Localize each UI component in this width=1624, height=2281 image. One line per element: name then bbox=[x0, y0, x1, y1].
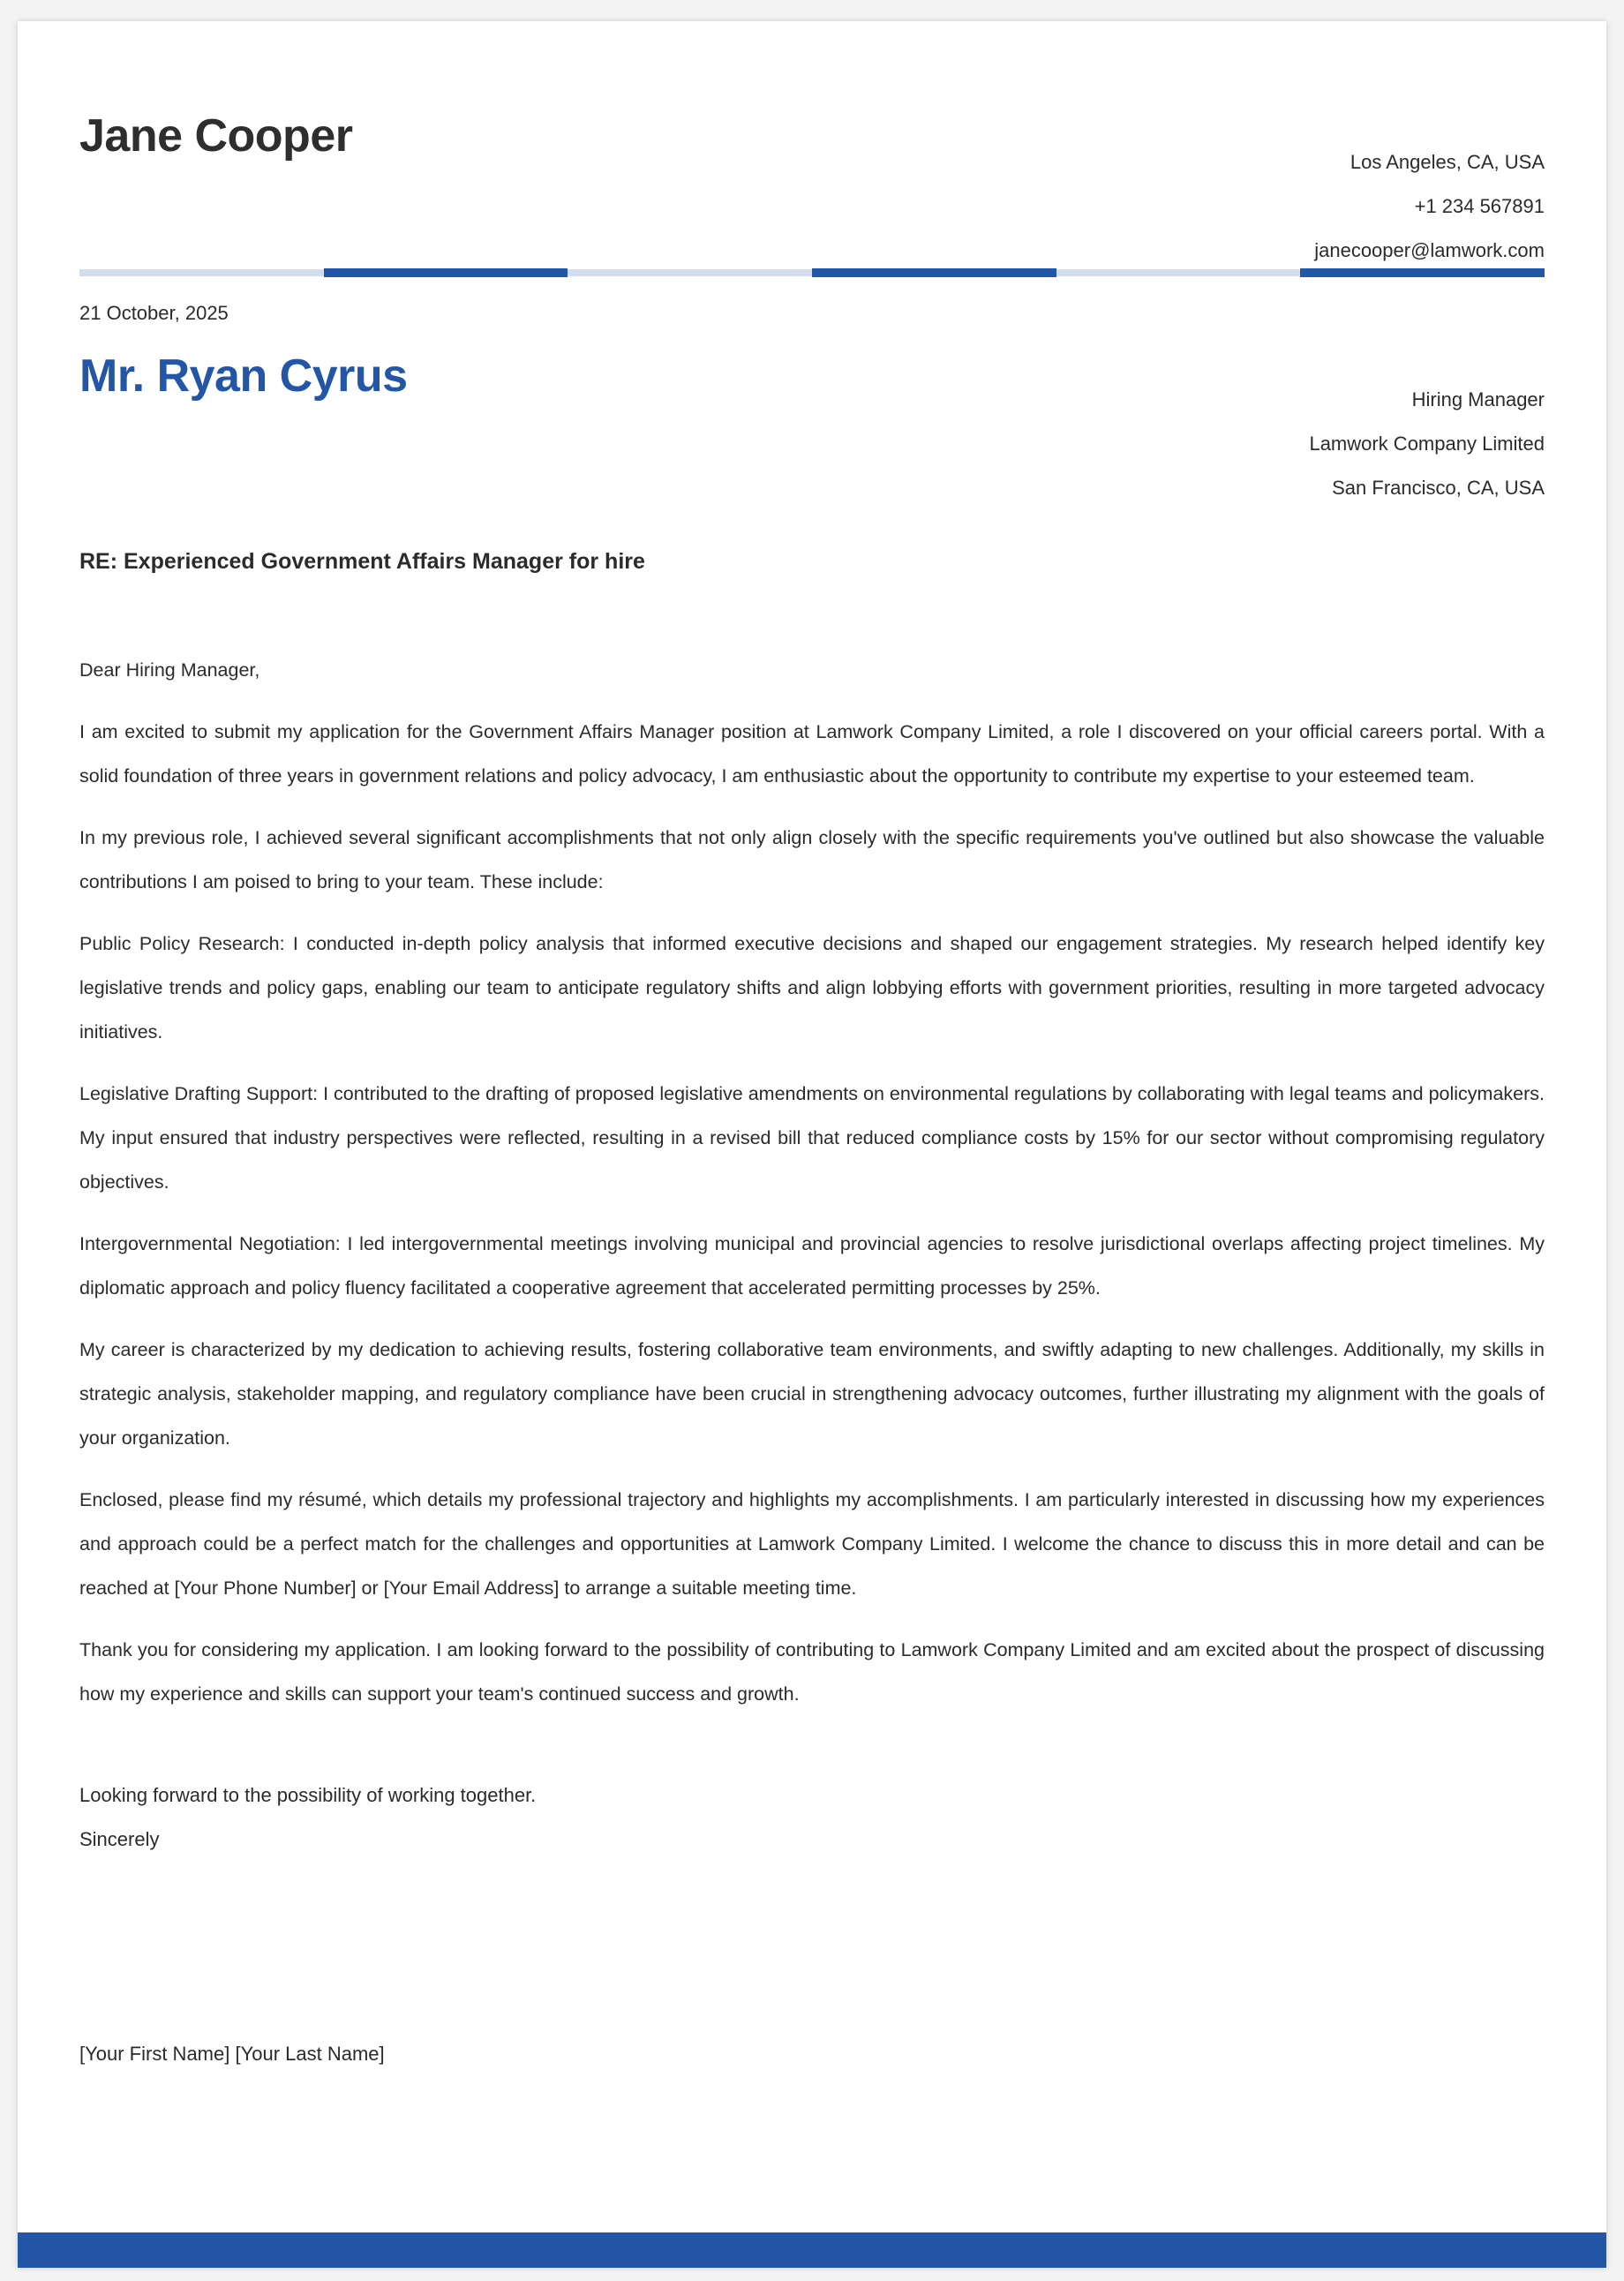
recipient-details bbox=[1309, 378, 1545, 510]
divider-segment bbox=[79, 269, 324, 276]
letter-page bbox=[18, 21, 1606, 2268]
sender-contact bbox=[1314, 140, 1545, 273]
body-paragraph: Intergovernmental Negotiation: I led intergovernmental meetings involving municipal and provincial agencies to resolve jurisdictional overlaps affecting project timelines. My diplomatic approach and policy fluency facilitated a cooperative agreement that accelerated permitting processes by 25%. bbox=[79, 1233, 1545, 1299]
divider-segment bbox=[812, 268, 1056, 277]
body-paragraph: My career is characterized by my dedication to achieving results, fostering collaborative team environments, and swiftly adapting to new challenges. Additionally, my skills in strategic analysis, stakeholder mapping, and regulatory compliance have been crucial in strengthening advocacy outcomes, further illustrating my alignment with the goals of your organization. bbox=[79, 1339, 1545, 1449]
header-divider bbox=[79, 268, 1545, 277]
sender-phone: +1 234 567891 bbox=[1414, 195, 1545, 217]
letter-date: 21 October, 2025 bbox=[79, 302, 229, 324]
divider-segment bbox=[1300, 268, 1545, 277]
recipient-location: San Francisco, CA, USA bbox=[1332, 477, 1545, 499]
signature-name: [Your First Name] [Your Last Name] bbox=[79, 2043, 385, 2065]
body-paragraph: In my previous role, I achieved several significant accomplishments that not only align closely with the specific requirements you've outlined but also showcase the valuable contributions I am poised to bring to your team. These include: bbox=[79, 827, 1545, 892]
recipient-name: Mr. Ryan Cyrus bbox=[79, 350, 408, 402]
body-paragraph: Thank you for considering my application. I am looking forward to the possibility of contributing to Lamwork Company Limited and am excited about the prospect of discussing how my experience and skills can support your team's continued success and growth. bbox=[79, 1639, 1545, 1705]
salutation: Dear Hiring Manager, bbox=[79, 659, 260, 681]
body-paragraph: I am excited to submit my application for the Government Affairs Manager position at Lamwork Company Limited, a role I discovered on your official careers portal. With a solid foundation of three years in government relations and policy advocacy, I am enthusiastic about the opportunity to contribute my expertise to your esteemed team. bbox=[79, 721, 1545, 787]
recipient-company: Lamwork Company Limited bbox=[1309, 433, 1545, 455]
divider-segment bbox=[1056, 269, 1301, 276]
sender-email: janecooper@lamwork.com bbox=[1314, 239, 1545, 261]
sender-name: Jane Cooper bbox=[79, 110, 353, 162]
footer-bar bbox=[18, 2232, 1606, 2268]
closing-line: Looking forward to the possibility of working together. bbox=[79, 1784, 537, 1806]
closing-signoff: Sincerely bbox=[79, 1828, 160, 1850]
body-paragraph: Legislative Drafting Support: I contributed to the drafting of proposed legislative amendments on environmental regulations by collaborating with legal teams and policymakers. My input ensured that industry perspectives were reflected, resulting in a revised bill that reduced compliance costs by 15% for our sector without compromising regulatory objectives. bbox=[79, 1083, 1545, 1193]
letter-subject: RE: Experienced Government Affairs Manager for hire bbox=[79, 549, 645, 574]
recipient-title: Hiring Manager bbox=[1411, 388, 1545, 410]
body-paragraph: Public Policy Research: I conducted in-depth policy analysis that informed executive decisions and shaped our engagement strategies. My research helped identify key legislative trends and policy gaps, enabling our team to anticipate regulatory shifts and align lobbying efforts with government priorities, resulting in more targeted advocacy initiatives. bbox=[79, 933, 1545, 1043]
divider-segment bbox=[568, 269, 812, 276]
letter-closing bbox=[79, 1773, 536, 1862]
sender-location: Los Angeles, CA, USA bbox=[1350, 151, 1545, 173]
body-paragraph: Enclosed, please find my résumé, which details my professional trajectory and highlights my accomplishments. I am particularly interested in discussing how my experiences and approach could be a perfect match for the challenges and opportunities at Lamwork Company Limited. I welcome the chance to discuss this in more detail and can be reached at [Your Phone Number] or [Your Email Address] to arrange a suitable meeting time. bbox=[79, 1489, 1545, 1599]
letter-body bbox=[79, 648, 1545, 1734]
divider-segment bbox=[324, 268, 568, 277]
